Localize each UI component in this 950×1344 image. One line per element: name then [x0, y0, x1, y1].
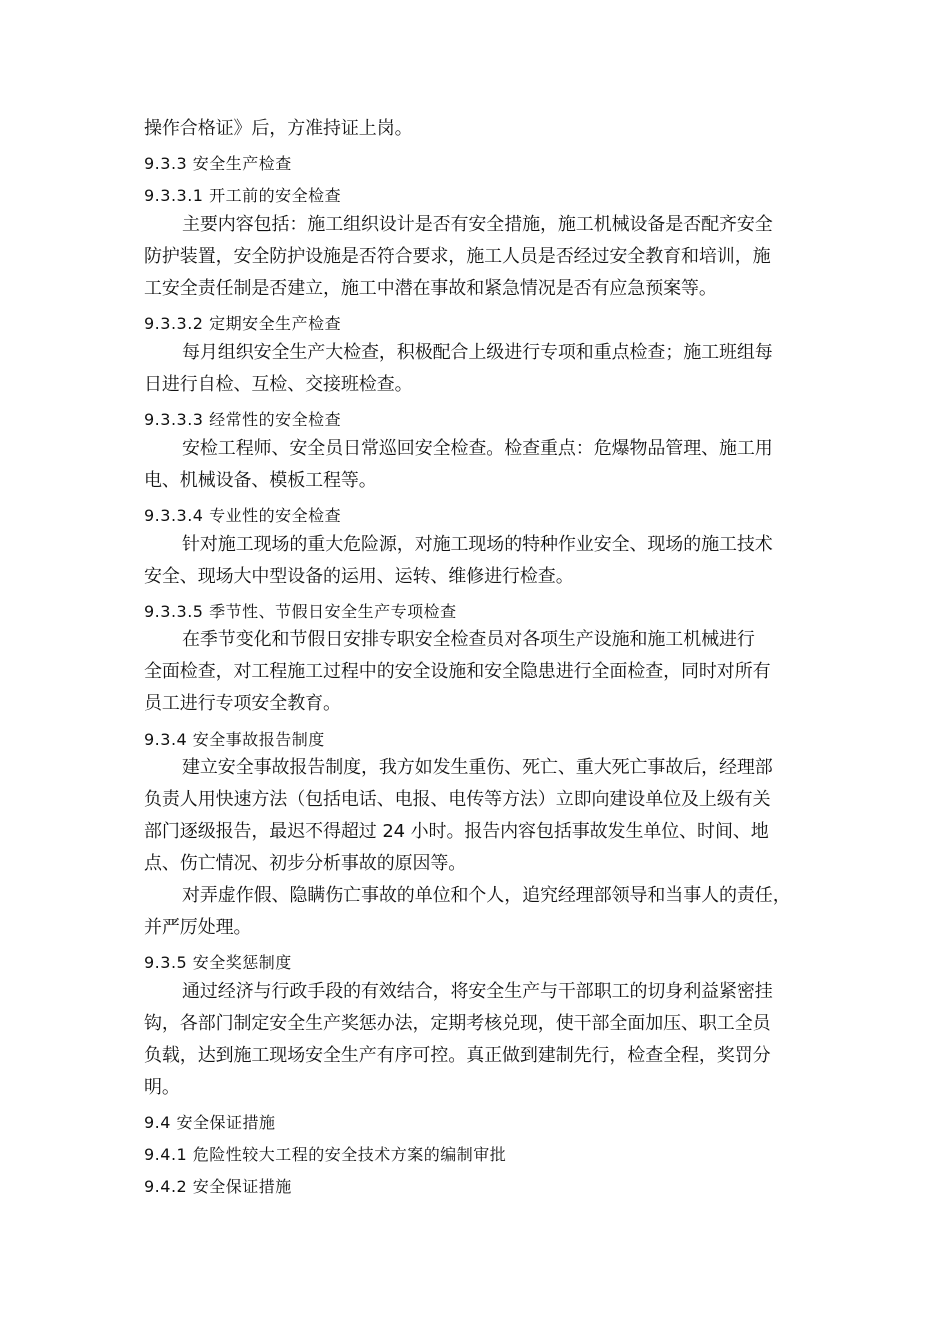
body-text-line: 钩，各部门制定安全生产奖惩办法，定期考核兑现，使干部全面加压、职工全员 — [144, 1013, 771, 1034]
body-text-line: 全面检查，对工程施工过程中的安全设施和安全隐患进行全面检查，同时对所有 — [144, 661, 771, 682]
body-text-line: 安全、现场大中型设备的运用、运转、维修进行检查。 — [144, 566, 574, 587]
body-text-line: 负载，达到施工现场安全生产有序可控。真正做到建制先行，检查全程，奖罚分 — [144, 1045, 771, 1066]
section-heading-9-4-2: 9.4.2 安全保证措施 — [144, 1177, 292, 1196]
body-text-line: 员工进行专项安全教育。 — [144, 693, 341, 714]
body-text-line: 电、机械设备、模板工程等。 — [144, 470, 377, 491]
section-heading-9-3-3-3: 9.3.3.3 经常性的安全检查 — [144, 410, 342, 429]
body-text-line: 负责人用快速方法（包括电话、电报、电传等方法）立即向建设单位及上级有关 — [144, 789, 771, 810]
section-heading-9-3-3-5: 9.3.3.5 季节性、节假日安全生产专项检查 — [144, 602, 457, 621]
body-text-line: 建立安全事故报告制度，我方如发生重伤、死亡、重大死亡事故后，经理部 — [182, 757, 773, 778]
section-heading-9-4: 9.4 安全保证措施 — [144, 1113, 276, 1132]
body-text-line: 日进行自检、互检、交接班检查。 — [144, 374, 413, 395]
body-text-line: 对弄虚作假、隐瞒伤亡事故的单位和个人，追究经理部领导和当事人的责任， — [182, 885, 791, 906]
body-text-line: 防护装置，安全防护设施是否符合要求，施工人员是否经过安全教育和培训，施 — [144, 246, 771, 267]
section-heading-9-4-1: 9.4.1 危险性较大工程的安全技术方案的编制审批 — [144, 1145, 507, 1164]
section-heading-9-3-3-2: 9.3.3.2 定期安全生产检查 — [144, 314, 342, 333]
body-text-line: 明。 — [144, 1077, 180, 1098]
body-text-line: 通过经济与行政手段的有效结合，将安全生产与干部职工的切身利益紧密挂 — [182, 981, 773, 1002]
body-text-line: 在季节变化和节假日安排专职安全检查员对各项生产设施和施工机械进行 — [182, 629, 755, 650]
section-heading-9-3-4: 9.3.4 安全事故报告制度 — [144, 730, 325, 749]
body-text-line: 工安全责任制是否建立，施工中潜在事故和紧急情况是否有应急预案等。 — [144, 278, 717, 299]
section-heading-9-3-5: 9.3.5 安全奖惩制度 — [144, 953, 292, 972]
section-heading-9-3-3-1: 9.3.3.1 开工前的安全检查 — [144, 186, 342, 205]
body-text-line: 部门逐级报告，最迟不得超过 24 小时。报告内容包括事故发生单位、时间、地 — [144, 821, 769, 842]
body-text-line: 每月组织安全生产大检查，积极配合上级进行专项和重点检查；施工班组每 — [182, 342, 773, 363]
body-text-line: 点、伤亡情况、初步分析事故的原因等。 — [144, 853, 467, 874]
body-text-line: 针对施工现场的重大危险源，对施工现场的特种作业安全、现场的施工技术 — [182, 534, 773, 555]
body-text-line: 操作合格证》后，方准持证上岗。 — [144, 118, 413, 139]
section-heading-9-3-3-4: 9.3.3.4 专业性的安全检查 — [144, 506, 342, 525]
body-text-line: 安检工程师、安全员日常巡回安全检查。检查重点：危爆物品管理、施工用 — [182, 438, 773, 459]
body-text-line: 并严厉处理。 — [144, 917, 252, 938]
section-heading-9-3-3: 9.3.3 安全生产检查 — [144, 154, 292, 173]
body-text-line: 主要内容包括：施工组织设计是否有安全措施，施工机械设备是否配齐安全 — [182, 214, 773, 235]
